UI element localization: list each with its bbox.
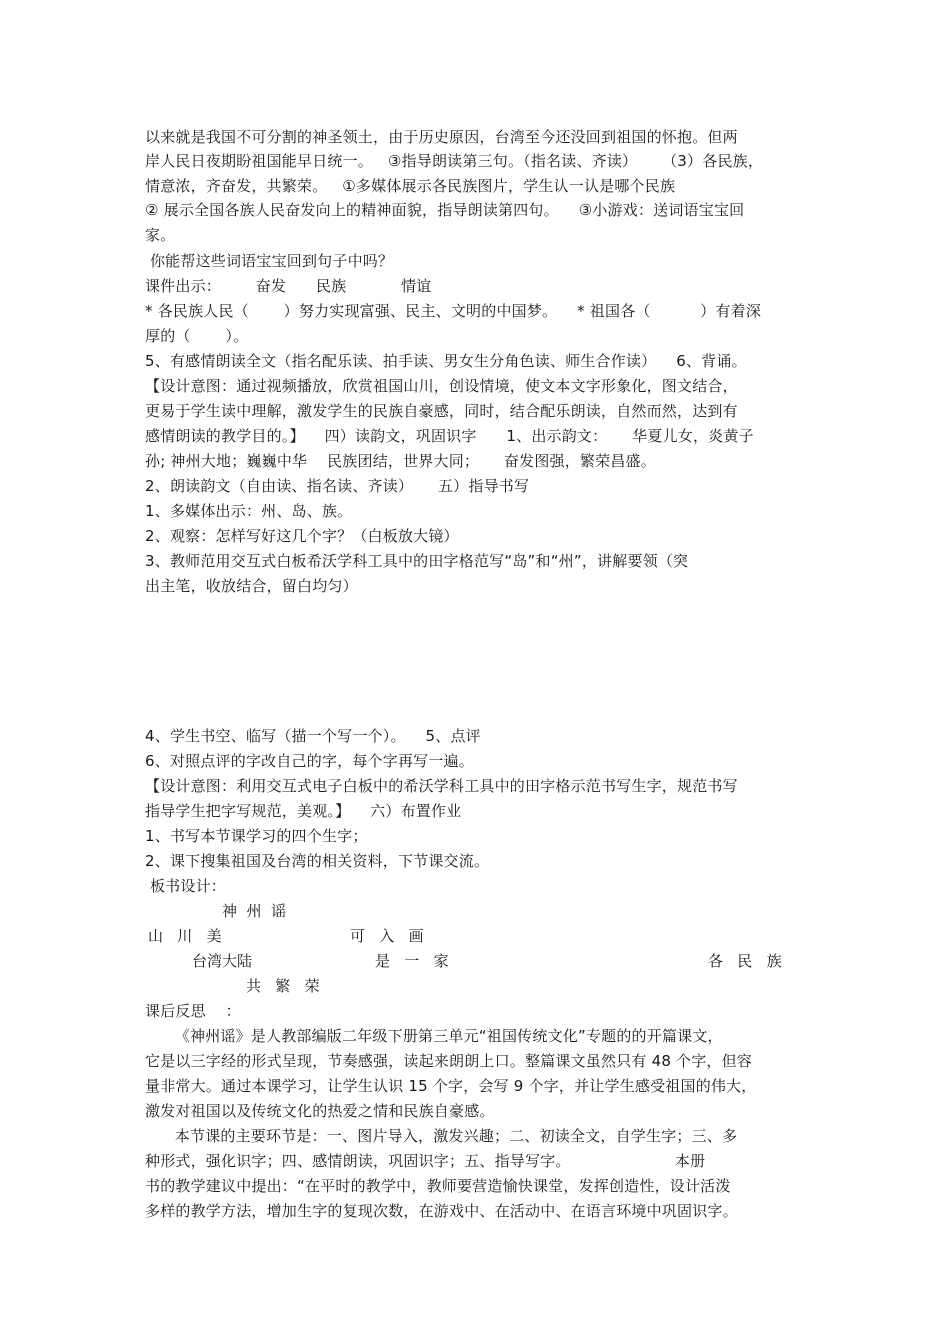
text-line: ② 展示全国各族人民奋发向上的精神面貌，指导朗读第四句。 ③小游戏：送词语宝宝回: [145, 201, 745, 219]
board-title: 神 州 谣: [222, 902, 287, 920]
text-line: 情意浓，齐奋发，共繁荣。 ①多媒体展示各民族图片，学生认一认是哪个民族: [145, 177, 676, 195]
text-line: 【设计意图：利用交互式电子白板中的希沃学科工具中的田字格示范书写生字，规范书写: [145, 777, 738, 795]
board-mid-2: 是 一 家: [375, 952, 449, 970]
text-line: 量非常大。通过本课学习，让学生认识 15 个字，会写 9 个字，并让学生感受祖国的伟大，: [145, 1077, 757, 1095]
text-line: 3、教师范用交互式白板希沃学科工具中的田字格范写“岛”和“州”，讲解要领（突: [145, 552, 689, 570]
text-line: 多样的教学方法，增加生字的复现次数，在游戏中、在活动中、在语言环境中巩固识字。: [145, 1202, 738, 1220]
text-line: * 各民族人民（ ）努力实现富强、民主、文明的中国梦。 * 祖国各（ ）有着深: [145, 302, 762, 320]
text-line: 6、对照点评的字改自己的字，每个字再写一遍。: [145, 752, 474, 770]
text-line: 更易于学生读中理解，激发学生的民族自豪感，同时，结合配乐朗读，自然而然，达到有: [145, 402, 738, 420]
board-left-2: 台湾大陆: [192, 952, 253, 970]
text-line: 激发对祖国以及传统文化的热爱之情和民族自豪感。: [145, 1102, 495, 1120]
text-line: 课件出示： 奋发 民族 情谊: [145, 277, 432, 295]
text-line: 书的教学建议中提出：“在平时的教学中，教师要营造愉快课堂，发挥创造性，设计活泼: [145, 1177, 731, 1195]
board-bottom: 共 繁 荣: [246, 977, 320, 995]
text-line: 【设计意图：通过视频播放，欣赏祖国山川，创设情境，使文本文字形象化，图文结合，: [145, 377, 738, 395]
board-design-heading: 板书设计：: [145, 877, 226, 895]
board-left-1: 山 川 美: [148, 927, 222, 945]
text-line: 1、书写本节课学习的四个生字；: [145, 827, 368, 845]
text-line: 出主笔，收放结合，留白均匀）: [145, 577, 358, 595]
text-line: 2、观察：怎样写好这几个字？（白板放大镜）: [145, 527, 459, 545]
text-line: 你能帮这些词语宝宝回到句子中吗？: [145, 252, 394, 270]
text-line: 厚的（ ）。: [145, 327, 249, 345]
text-line: 2、课下搜集祖国及台湾的相关资料，下节课交流。: [145, 852, 490, 870]
text-line: 以来就是我国不可分割的神圣领土，由于历史原因，台湾至今还没回到祖国的怀抱。但两: [145, 128, 738, 146]
text-line: 1、多媒体出示：州、岛、族。: [145, 502, 353, 520]
text-line: 岸人民日夜期盼祖国能早日统一。 ③指导朗读第三句。（指名读、齐读） （3）各民族，: [145, 152, 764, 170]
text-line: 本节课的主要环节是：一、图片导入，激发兴趣；二、初读全文，自学生字；三、多: [145, 1127, 738, 1145]
text-line: 它是以三字经的形式呈现，节奏感强，读起来朗朗上口。整篇课文虽然只有 48 个字，但容: [145, 1052, 753, 1070]
text-line: 2、朗读韵文（自由读、指名读、齐读） 五）指导书写: [145, 477, 530, 495]
reflection-heading: 课后反思 ：: [145, 1002, 241, 1020]
text-line: 5、有感情朗读全文（指名配乐读、拍手读、男女生分角色读、师生合作读） 6、背诵。: [145, 352, 747, 370]
board-right-2: 各 民 族: [708, 952, 782, 970]
text-line: 感情朗读的教学目的。】 四）读韵文，巩固识字 1、出示韵文： 华夏儿女，炎黄子: [145, 427, 754, 445]
board-right-1: 可 入 画: [350, 927, 424, 945]
text-line: 种形式，强化识字；四、感情朗读，巩固识字；五、指导写字。 本册: [145, 1152, 706, 1170]
text-line: 4、学生书空、临写（描一个写一个）。 5、点评: [145, 727, 481, 745]
text-line: 家。: [145, 226, 176, 244]
text-line: 指导学生把字写规范，美观。】 六）布置作业: [145, 802, 462, 820]
text-line: 《神州谣》是人教部编版二年级下册第三单元“祖国传统文化”专题的的开篇课文，: [145, 1027, 723, 1045]
text-line: 孙; 神州大地；巍巍中华 民族团结，世界大同； 奋发图强，繁荣昌盛。: [145, 452, 656, 470]
